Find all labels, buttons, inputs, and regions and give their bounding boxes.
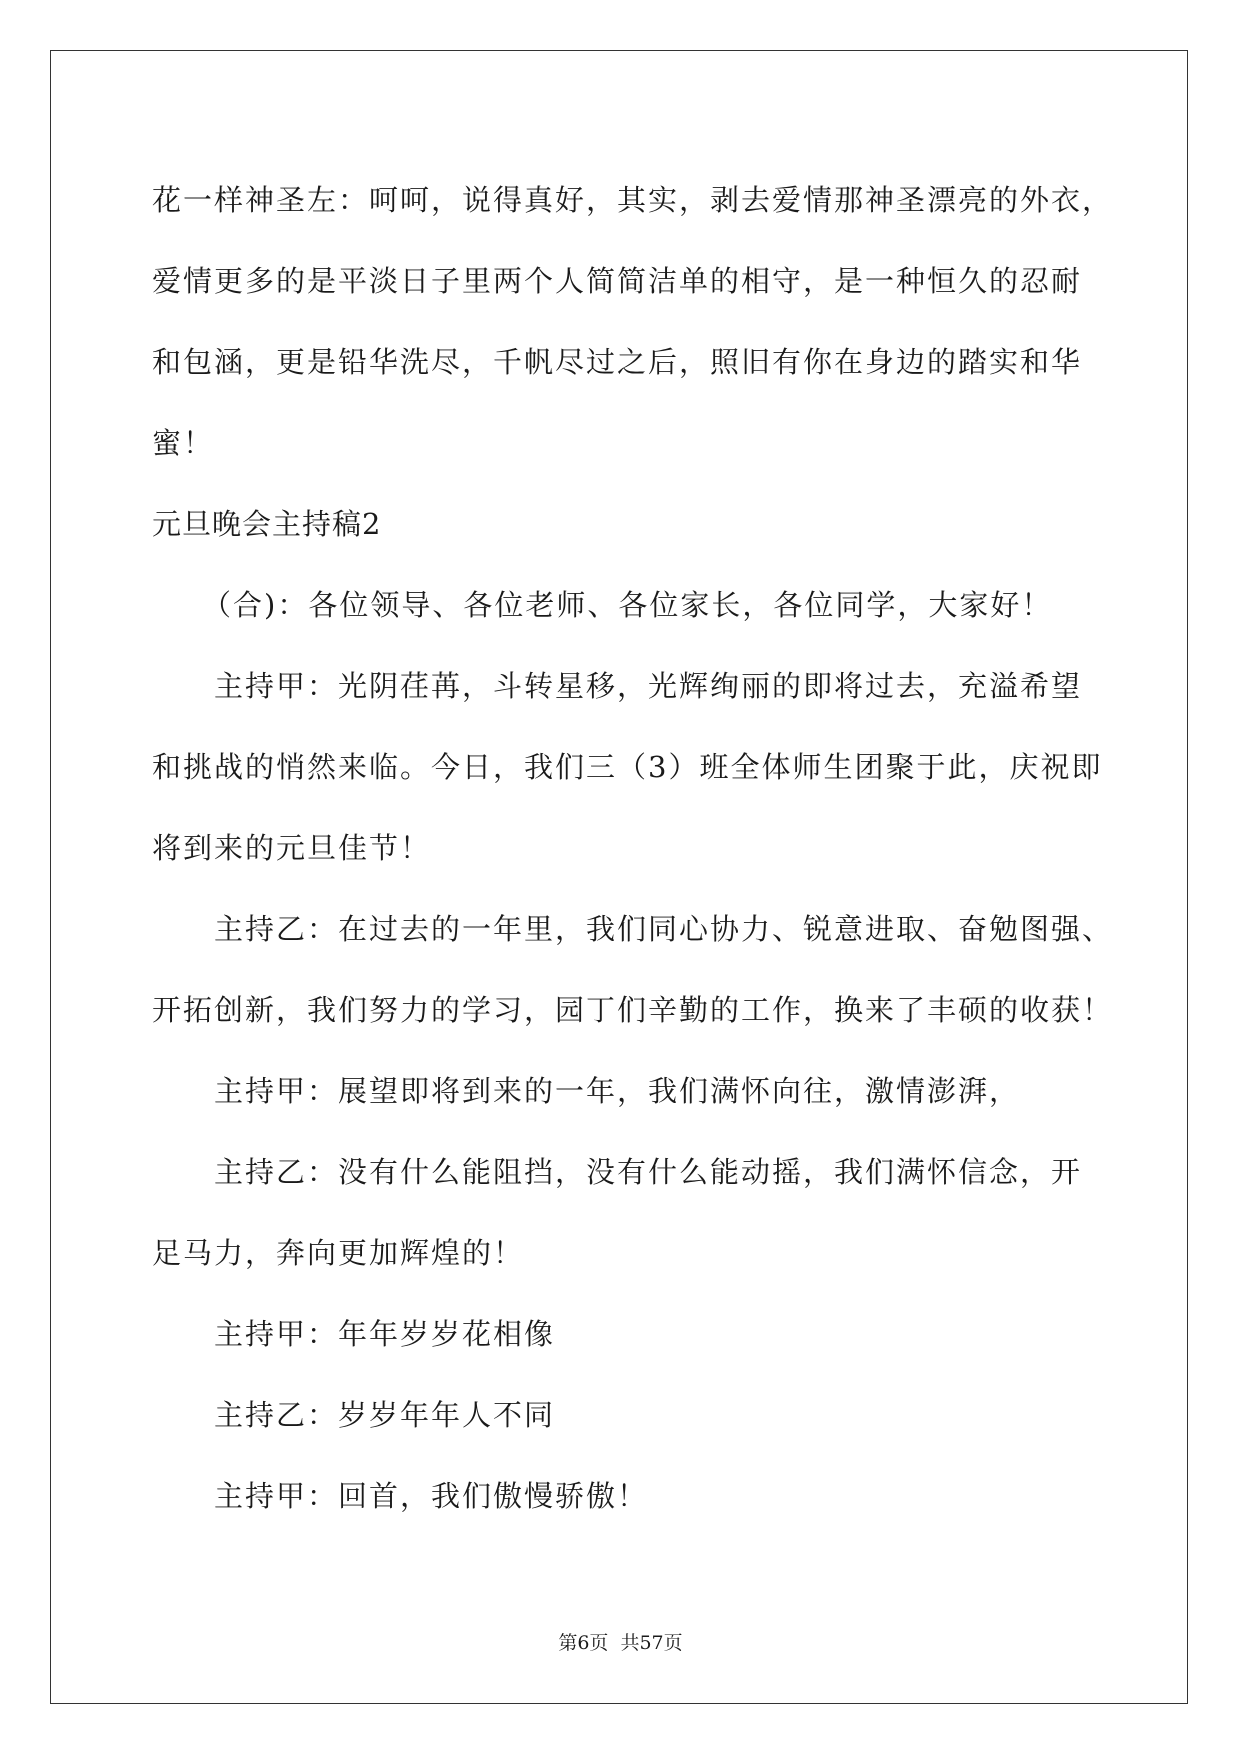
text-line: 将到来的元旦佳节！ <box>152 831 432 865</box>
text-line: 足马力，奔向更加辉煌的！ <box>152 1236 525 1270</box>
text-line: 和挑战的悄然来临。今日，我们三（3）班全体师生团聚于此，庆祝即 <box>152 750 1103 784</box>
section-heading: 元旦晚会主持稿2 <box>152 507 382 541</box>
text-line: 主持甲：展望即将到来的一年，我们满怀向往，激情澎湃， <box>214 1074 1021 1108</box>
text-line: （合)：各位领导、各位老师、各位家长，各位同学，大家好！ <box>202 588 1053 622</box>
text-line: 开拓创新，我们努力的学习，园丁们辛勤的工作，换来了丰硕的收获！ <box>152 993 1114 1027</box>
text-line: 主持甲：年年岁岁花相像 <box>214 1317 556 1351</box>
text-line: 主持乙：在过去的一年里，我们同心协力、锐意进取、奋勉图强、 <box>214 912 1114 946</box>
text-line: 和包涵，更是铅华洗尽，千帆尽过之后，照旧有你在身边的踏实和华 <box>152 345 1083 379</box>
page-footer <box>0 1628 1241 1655</box>
text-line: 爱情更多的是平淡日子里两个人简简洁单的相守，是一种恒久的忍耐 <box>152 264 1083 298</box>
text-line: 蜜！ <box>152 426 215 460</box>
text-line: 主持甲：回首，我们傲慢骄傲！ <box>214 1479 649 1513</box>
page-total: 共57页 <box>620 1632 683 1654</box>
text-line: 主持甲：光阴荏苒，斗转星移，光辉绚丽的即将过去，充溢希望 <box>214 669 1083 703</box>
page-number: 第6页 <box>558 1632 609 1654</box>
text-line: 主持乙：岁岁年年人不同 <box>214 1398 556 1432</box>
text-line: 花一样神圣左：呵呵，说得真好，其实，剥去爱情那神圣漂亮的外衣， <box>152 183 1114 217</box>
text-line: 主持乙：没有什么能阻挡，没有什么能动摇，我们满怀信念，开 <box>214 1155 1083 1189</box>
document-body <box>152 160 1114 1537</box>
